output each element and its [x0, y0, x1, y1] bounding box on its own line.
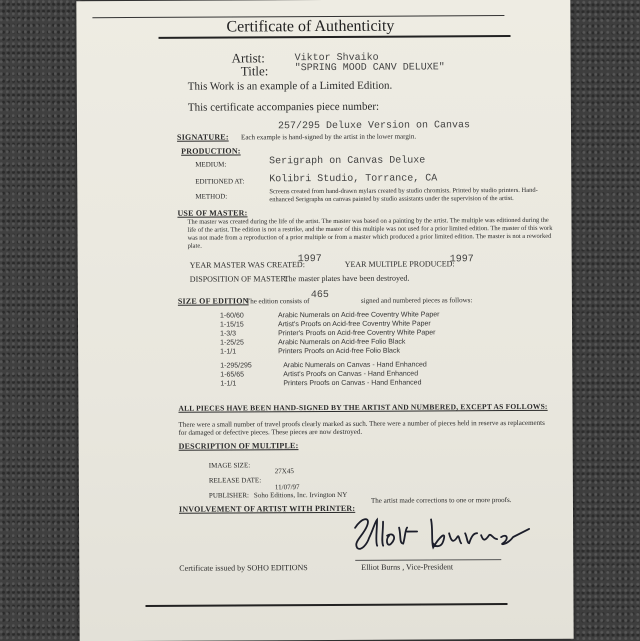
edition-row-num: 1-3/3: [220, 330, 237, 338]
certificate-paper: [76, 0, 573, 641]
all-pieces-heading: ALL PIECES HAVE BEEN HAND-SIGNED BY THE ARTIST AND NUMBERED, EXCEPT AS FOLLOWS:: [178, 401, 548, 413]
image-size-label: IMAGE SIZE:: [208, 461, 251, 470]
edition-row-desc: Arabic Numerals on Canvas - Hand Enhanced: [283, 361, 427, 370]
edition-row-desc: Arabic Numerals on Acid-free Coventry White Paper: [277, 311, 440, 320]
all-pieces-text: There were a small number of travel proofs clearly marked as such. There were a number of pieces held in reserve as replacements for damaged or defective pieces. These pieces are now destroyed.: [178, 418, 545, 437]
piece-number: 257/295 Deluxe Version on Canvas: [277, 120, 471, 133]
image-size-value: 27X45: [274, 467, 294, 476]
year-produced-label: YEAR MULTIPLE PRODUCED:: [344, 259, 455, 269]
use-of-master-text: The master was created during the life of the artist. The master was based on a painting by the artist. The multiple was editioned during the life of the artist. The edition is not a restrike, and the master of this multiple was not used for a prior limited edition. The master of this work was not made from a reproduction of a prior multiple or from a master which produced a prior limited edition. The master is not a reworked plate.: [187, 216, 553, 250]
signature-line: [355, 559, 501, 561]
edition-row-desc: Artist's Proofs on Acid-free Coventry White Paper: [278, 320, 431, 329]
edition-count: 465: [310, 289, 329, 302]
edition-row-desc: Printers Proofs on Canvas - Hand Enhanced: [283, 379, 422, 388]
disposition-label: DISPOSITION OF MASTER:: [189, 274, 289, 284]
involvement-heading: INVOLVEMENT OF ARTIST WITH PRINTER:: [178, 503, 356, 514]
artist-label: Artist:: [231, 50, 265, 66]
publisher-value: Soho Editions, Inc. Irvington NY: [253, 490, 348, 500]
edition-row-desc: Arabic Numerals on Acid-free Folio Black: [278, 338, 406, 347]
accompanies-text: This certificate accompanies piece number:: [187, 100, 380, 114]
year-created-label: YEAR MASTER WAS CREATED:: [189, 260, 305, 270]
description-heading: DESCRIPTION OF MULTIPLE:: [178, 441, 299, 451]
medium-label: MEDIUM:: [195, 160, 227, 169]
edition-row-num: 1-65/65: [220, 371, 245, 379]
use-of-master-heading: USE OF MASTER:: [177, 208, 248, 218]
edition-row-num: 1-15/15: [220, 321, 244, 329]
issued-by-text: Certificate issued by SOHO EDITIONS: [179, 563, 308, 573]
edition-row-num: 1-1/1: [220, 348, 237, 356]
signature-text: Each example is hand-signed by the artist in the lower margin.: [241, 132, 417, 142]
method-label: METHOD:: [195, 192, 228, 201]
edition-row-num: 1-25/25: [220, 339, 244, 347]
edition-lead-text: The edition consists of: [245, 297, 310, 306]
limited-edition-text: This Work is an example of a Limited Edition.: [187, 79, 393, 93]
artist-value: Viktor Shvaiko: [294, 52, 379, 65]
signer-name: Elliot Burns , Vice-President: [361, 562, 454, 572]
involvement-text: The artist made corrections to one or more proofs.: [370, 496, 512, 505]
year-created-value: 1997: [297, 254, 322, 266]
editioned-value: Kolibri Studio, Torrance, CA: [269, 173, 438, 186]
edition-row-desc: Artist's Proofs on Canvas - Hand Enhanced: [283, 370, 419, 379]
size-of-edition-heading: SIZE OF EDITION: [177, 296, 249, 306]
edition-row-desc: Printer's Proofs on Acid-free Coventry White Paper: [278, 329, 436, 338]
edition-row-num: 1-60/60: [219, 312, 244, 320]
carpet-background-right: [570, 0, 640, 640]
handwritten-signature: [347, 507, 537, 560]
signature-heading: SIGNATURE:: [177, 132, 229, 142]
certificate-title: Certificate of Authenticity: [226, 17, 395, 36]
publisher-label: PUBLISHER:: [208, 491, 250, 500]
edition-row-num: 1-295/295: [220, 362, 252, 370]
bottom-rule: [145, 603, 507, 607]
title-value: "SPRING MOOD CANV DELUXE": [294, 62, 445, 75]
release-date-label: RELEASE DATE:: [208, 476, 262, 485]
edition-tail-text: signed and numbered pieces as follows:: [360, 296, 473, 305]
method-value: Screens created from hand-drawn mylars created by studio chromists. Printed by studio printers. Hand-enhanced Serigraphs on canvas painted by studio assistants under the supervision of the artist.: [269, 186, 538, 204]
production-heading: PRODUCTION:: [181, 146, 241, 156]
release-date-value: 11/07/97: [274, 483, 300, 492]
medium-value: Serigraph on Canvas Deluxe: [269, 155, 426, 168]
edition-row-desc: Printers Proofs on Acid-free Folio Black: [278, 347, 400, 356]
carpet-background-left: [0, 0, 82, 640]
title-underline: [159, 35, 511, 39]
disposition-value: The master plates have been destroyed.: [283, 273, 410, 284]
year-produced-value: 1997: [449, 254, 474, 266]
title-label: Title:: [240, 63, 269, 79]
edition-row-num: 1-1/1: [220, 380, 237, 388]
editioned-label: EDITIONED AT:: [195, 177, 245, 186]
